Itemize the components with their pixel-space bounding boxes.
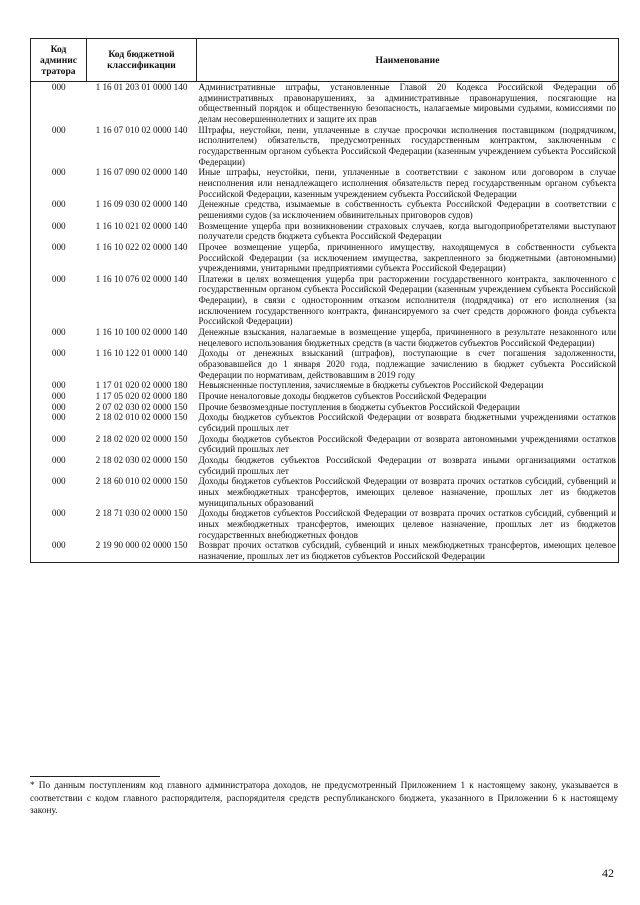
name-cell: Штрафы, неустойки, пени, уплаченные в случае просрочки исполнения поставщиком (подрядчиком, исполнителем) обязательств, предусмотренных государственным контрактом, заключенным с государственным органом субъекта Российской Федерации (казенным учреждением субъекта Российской Федерации) [197,125,619,168]
budget-code-cell: 2 18 02 010 02 0000 150 [95,412,188,423]
admin-code-cell: 000 [31,125,87,168]
budget-code-cell: 1 16 10 022 02 0000 140 [95,241,188,252]
table-row [31,455,619,476]
budget-code-cell: 1 16 07 010 02 0000 140 [95,124,188,135]
admin-code-cell: 000 [31,412,87,433]
admin-code-cell: 000 [31,380,87,391]
footnote-text: * По данным поступлениям код главного администратора доходов, не предусмотренный Приложением 1 к настоящему закону, указывается в соответствии с кодом главного распорядителя, распорядителя средств республиканского бюджета, указанного в Приложении 6 к настоящему закону. [30,781,618,816]
header-admin-code: Код админис тратора [31,39,87,82]
admin-code-cell: 000 [31,434,87,455]
budget-code-cell: 2 07 02 030 02 0000 150 [95,401,188,412]
table-row [31,391,619,402]
table-row [31,167,619,199]
header-budget-code: Код бюджетной классификации [87,39,197,82]
name-cell: Невыясненные поступления, зачисляемые в бюджеты субъектов Российской Федерации [197,380,619,391]
table-body [31,82,619,563]
budget-code-cell: 1 16 10 021 02 0000 140 [95,220,188,231]
name-cell: Доходы бюджетов субъектов Российской Федерации от возврата автономными учреждениями остатков субсидий прошлых лет [197,434,619,455]
budget-code-cell: 1 17 05 020 02 0000 180 [95,391,188,402]
admin-code-cell: 000 [31,82,87,125]
budget-code-cell: 2 18 02 030 02 0000 150 [95,454,188,465]
name-cell: Денежные взыскания, налагаемые в возмещение ущерба, причиненного в результате незаконного или нецелевого использования бюджетных средств (в части бюджетов субъектов Российской Федерации) [197,327,619,348]
name-cell: Прочее возмещение ущерба, причиненного имуществу, находящемуся в собственности субъекта Российской Федерации (за исключением имущества, закрепленного за бюджетными (автономными) учреждениями, унитарными предприятиями субъекта Российской Федерации) [197,242,619,274]
name-cell: Платежи в целях возмещения ущерба при расторжении государственного контракта, заключенного с государственным органом субъекта Российской Федерации (казенным учреждением субъекта Российской Федерации), в связи с односторонним отказом исполнителя (подрядчика) от его исполнения (за исключением государственного контракта, финансируемого за счет средств дорожного фонда субъекта Российской Федерации) [197,274,619,327]
table-row [31,199,619,220]
name-cell: Доходы от денежных взысканий (штрафов), поступающие в счет погашения задолженности, образовавшейся до 1 января 2020 года, подлежащие зачислению в бюджет субъекта Российской Федерации по нормативам, действовавшим в 2019 году [197,348,619,380]
admin-code-cell: 000 [31,327,87,348]
page-number: 42 [602,866,614,880]
admin-code-cell: 000 [31,167,87,199]
table-row [31,348,619,380]
admin-code-cell: 000 [31,540,87,562]
name-cell: Возврат прочих остатков субсидий, субвенций и иных межбюджетных трансфертов, имеющих целевое назначение, прошлых лет из бюджетов субъектов Российской Федерации [197,540,619,562]
budget-code-cell: 2 19 90 000 02 0000 150 [87,540,197,562]
budget-code-cell: 2 18 60 010 02 0000 150 [95,476,188,487]
document-page [30,38,618,563]
name-cell: Возмещение ущерба при возникновении страховых случаев, когда выгодоприобретателями выступают получатели средств бюджета субъекта Российской Федерации [197,221,619,242]
admin-code-cell: 000 [31,508,87,540]
admin-code-cell: 000 [31,391,87,402]
budget-code-cell: 1 16 10 100 02 0000 140 [95,327,188,338]
table-row [31,125,619,168]
table-row [31,242,619,274]
budget-code-cell: 1 16 01 203 01 0000 140 [95,82,188,92]
name-cell: Административные штрафы, установленные Главой 20 Кодекса Российской Федерации об административных правонарушениях, за административные правонарушения, посягающие на общественный порядок и общественную безопасность, налагаемые мировыми судьями, комиссиями по делам несовершеннолетних и защите их прав [197,82,619,125]
table-row [31,82,619,125]
revenue-classification-table [30,38,619,563]
name-cell: Прочие безвозмездные поступления в бюджеты субъектов Российской Федерации [197,402,619,413]
table-row [31,274,619,327]
table-row [31,476,619,508]
table-row [31,508,619,540]
table-row [31,402,619,413]
table-row [31,380,619,391]
table-row [31,434,619,455]
footnote-divider [30,776,160,777]
table-row [31,540,619,562]
name-cell: Доходы бюджетов субъектов Российской Федерации от возврата бюджетными учреждениями остатков субсидий прошлых лет [197,412,619,433]
table-row [31,327,619,348]
name-cell: Доходы бюджетов субъектов Российской Федерации от возврата прочих остатков субсидий, субвенций и иных межбюджетных трансфертов, имеющих целевое назначение, прошлых лет из бюджетов государственных внебюджетных фондов [197,508,619,540]
admin-code-cell: 000 [31,242,87,274]
admin-code-cell: 000 [31,348,87,380]
admin-code-cell: 000 [31,221,87,242]
table-row [31,221,619,242]
header-name: Наименование [197,39,619,82]
admin-code-cell: 000 [31,274,87,327]
budget-code-cell: 2 18 02 020 02 0000 150 [95,433,188,444]
name-cell: Доходы бюджетов субъектов Российской Федерации от возврата иными организациями остатков субсидий прошлых лет [197,455,619,476]
admin-code-cell: 000 [31,199,87,220]
admin-code-cell: 000 [31,402,87,413]
budget-code-cell: 1 16 10 122 01 0000 140 [95,348,188,359]
budget-code-cell: 1 16 10 076 02 0000 140 [95,273,188,284]
footnote [30,776,618,818]
name-cell: Иные штрафы, неустойки, пени, уплаченные в соответствии с законом или договором в случае неисполнения или ненадлежащего исполнения обязательств перед государственным органом субъекта Российской Федерации, казенным учреждением субъекта Российской Федерации [197,167,619,199]
name-cell: Доходы бюджетов субъектов Российской Федерации от возврата прочих остатков субсидий, субвенций и иных межбюджетных трансфертов, имеющих целевое назначение, прошлых лет из бюджетов муниципальных образований [197,476,619,508]
budget-code-cell: 1 16 07 090 02 0000 140 [95,167,188,178]
name-cell: Денежные средства, изымаемые в собственность субъекта Российской Федерации в соответствии с решениями судов (за исключением обвинительных приговоров судов) [197,199,619,220]
table-row [31,412,619,433]
table-header-row [31,39,619,82]
name-cell: Прочие неналоговые доходы бюджетов субъектов Российской Федерации [197,391,619,402]
admin-code-cell: 000 [31,476,87,508]
budget-code-cell: 1 16 09 030 02 0000 140 [95,199,188,210]
budget-code-cell: 1 17 01 020 02 0000 180 [95,380,188,391]
budget-code-cell: 2 18 71 030 02 0000 150 [95,508,188,519]
admin-code-cell: 000 [31,455,87,476]
